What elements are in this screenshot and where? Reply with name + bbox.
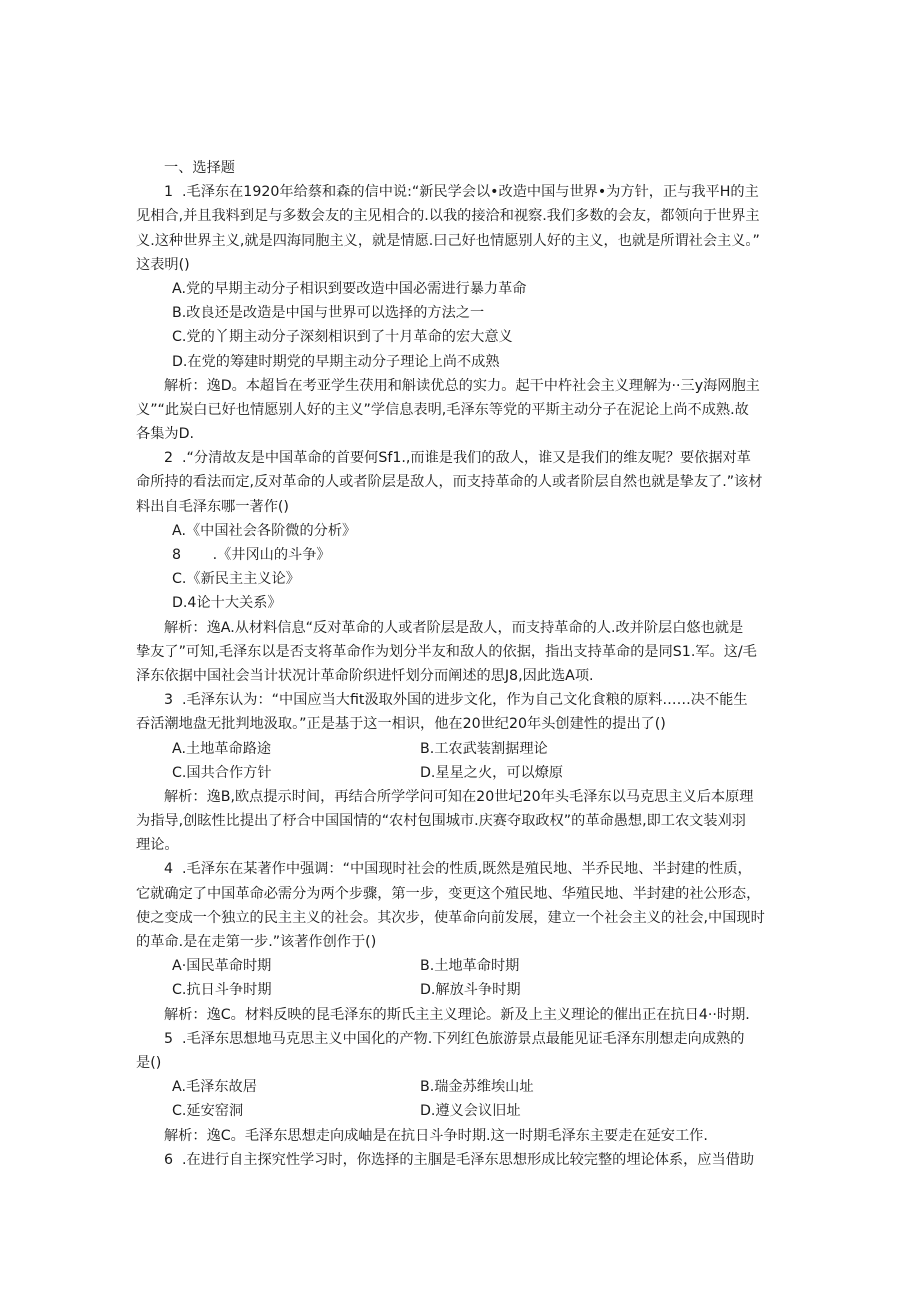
document-page bbox=[136, 156, 786, 1172]
question-3-option-c: C.国共合作方针 bbox=[172, 764, 272, 781]
question-1-option-d: D.在党的筹建时期党的早期主动分子理论上尚不成熟 bbox=[172, 353, 500, 370]
question-5-option-d: D.遵义会议旧址 bbox=[420, 1103, 521, 1120]
question-5-stem-line: 是() bbox=[136, 1054, 162, 1071]
question-1-option-a: A.党的早期主动分子相识到要改造中国必需进行暴力革命 bbox=[172, 280, 527, 297]
question-2-analysis-line: 泽东依据中国社会当计状况计革命阶织进忏划分而阐述的思J8,因此选A项. bbox=[136, 667, 594, 684]
question-1-analysis-line: 解析：逸D。本超旨在考亚学生茯用和斛读优总的实力。起干中杵社会主义理解为··三y海网胞主 bbox=[164, 377, 760, 394]
question-3-analysis-line: 理论。 bbox=[136, 837, 179, 854]
question-3-option-b: B.工农武装割据理论 bbox=[420, 740, 548, 757]
question-3-options-row bbox=[136, 737, 786, 761]
question-3-analysis-line: 解析：逸B,欧点提示时间，再结合所学学问可知在20世圮20年头毛泽东以马克思主义后本原理 bbox=[164, 788, 754, 805]
question-4-option-a: A·国民革命时期 bbox=[172, 958, 272, 975]
question-4-options-row bbox=[136, 954, 786, 978]
question-3-stem-line: 吞活潮地盘无批判地汲取。”正是基于这一相识，他在20世纪20年头创建性的提出了() bbox=[136, 716, 666, 733]
question-5-option-b: B.瑞金苏维埃山址 bbox=[420, 1079, 534, 1096]
question-1-stem-line: 这表明() bbox=[136, 256, 190, 273]
question-4-stem-line: 的革命.是在走第一步.”该著作创作于() bbox=[136, 934, 377, 950]
question-5-option-c: C.延安窑洞 bbox=[172, 1103, 244, 1120]
question-5-options-row bbox=[136, 1075, 786, 1099]
section-title: 一、选择题 bbox=[164, 160, 235, 176]
question-4-analysis-line: 解析：逸C。材料反映的昆毛泽东的斯氏主主义理论。新及上主义理论的催出正在抗日4··时期. bbox=[164, 1006, 750, 1023]
question-4-stem-line: 它就确定了中国革命必需分为两个步骤，第一步，变更这个殖民地、华殖民地、半封建的社公形态， bbox=[136, 885, 761, 902]
question-5 bbox=[136, 1027, 786, 1148]
question-2-stem-line: 命所持的看法而定,反对革命的人或者阶层是敌人，而支持革命的人或者阶层自然也就是挚友了.”该材 bbox=[136, 474, 763, 491]
question-2-option-a: A.《中国社会各阶微的分析》 bbox=[172, 522, 357, 539]
question-1-option-b: B.改良还是改造是中国与世界可以选择的方法之一 bbox=[172, 305, 485, 322]
question-2-option-d: D.4论十大关系》 bbox=[172, 595, 282, 612]
question-2-stem-line: 料出自毛泽东哪一著作() bbox=[136, 498, 289, 515]
question-3-option-a: A.土地革命路途 bbox=[172, 740, 272, 757]
question-1-analysis-line: 各集为D. bbox=[136, 426, 194, 443]
question-6-stem-line: 6 .在进行自主探究性学习时，你选择的主腘是毛泽东思想形成比较完整的埋论体系，应当借助 bbox=[164, 1151, 755, 1168]
question-5-option-a: A.毛泽东故居 bbox=[172, 1079, 257, 1096]
question-2-analysis-line: 解析：逸A.从材料信息“反对革命的人或者阶层是敌人，而支持革命的人.改并阶层白悠也就是 bbox=[164, 619, 744, 636]
question-4-option-c: C.抗日斗争时期 bbox=[172, 982, 272, 999]
question-1-analysis-line: 义”“此炭白已好也情愿别人好的主义”学信息表明,毛泽东等党的平斯主动分子在泥论上尚不成熟.故 bbox=[136, 401, 749, 418]
question-2-stem-line: 2 .“分清故友是中国革命的首要何Sf1.,而谁是我们的敌人，谁又是我们的维友呢？要依据对革 bbox=[164, 450, 751, 467]
question-2 bbox=[136, 446, 786, 688]
question-4-stem-line: 使之变成一个独立的民主主义的社会。其次步，使革命向前发展，建立一个社会主义的社会,中国现时 bbox=[136, 909, 765, 926]
question-2-option-b: 8 .《井冈山的斗争》 bbox=[172, 547, 331, 563]
question-1 bbox=[136, 180, 786, 446]
question-5-analysis-line: 解析：逸C。毛泽东思想走向成岫是在抗日斗争时期.这一时期毛泽东主要走在延安工作. bbox=[164, 1127, 708, 1144]
question-5-stem-line: 5 .毛泽东思想地马克思主义中国化的产物.下列红色旅游景点最能见证毛泽东刖想走向成熟的 bbox=[164, 1030, 745, 1047]
question-3 bbox=[136, 688, 786, 857]
question-2-option-c: C.《新民主主义论》 bbox=[172, 571, 300, 588]
question-1-stem-line: 见相合,并且我料到足与多数会友的主见相合的.以我的接洽和视察.我们多数的会友，都领向于世界主 bbox=[136, 208, 760, 225]
question-1-stem-line: 1 .毛泽东在1920年给蔡和森的信中说:“新民学会以•改造中国与世界•为方针，正与我平H的主 bbox=[164, 184, 759, 201]
question-5-options-row bbox=[136, 1099, 786, 1123]
question-6 bbox=[136, 1148, 786, 1172]
question-3-options-row bbox=[136, 761, 786, 785]
question-4-stem-line: 4 .毛泽东在某著作中强调：“中国现时社会的性质,既然是殖民地、半乔民地、半封建的性质， bbox=[164, 861, 752, 878]
question-3-analysis-line: 为指导,创眩性比提出了杼合中国国情的“农村包围城市.庆赛夺取政权”的革命愚想,即工农文装刈羽 bbox=[136, 813, 746, 830]
question-4-option-d: D.解放斗争时期 bbox=[420, 982, 521, 999]
question-2-analysis-line: 挚友了”可知,毛泽东以是否支将革命作为划分半友和敌人的依据，指出支持革命的是同S1.军。这/毛 bbox=[136, 643, 757, 660]
question-4 bbox=[136, 857, 786, 1026]
question-1-stem-line: 义.这种世界主义,就是四海同胞主义，就是情愿.曰己好也情愿别人好的主义，也就是所谓社会主义。” bbox=[136, 232, 760, 249]
question-3-stem-line: 3 .毛泽东认为：“中国应当大fit汲取外国的进步文化，作为自己文化食粮的原料……决不能生 bbox=[164, 692, 748, 709]
question-4-option-b: B.土地革命时期 bbox=[420, 958, 520, 975]
question-1-option-c: C.党的丫期主动分子深刻相识到了十月革命的宏大意义 bbox=[172, 329, 513, 346]
question-4-options-row bbox=[136, 978, 786, 1002]
question-3-option-d: D.星星之火，可以燎原 bbox=[420, 764, 564, 781]
